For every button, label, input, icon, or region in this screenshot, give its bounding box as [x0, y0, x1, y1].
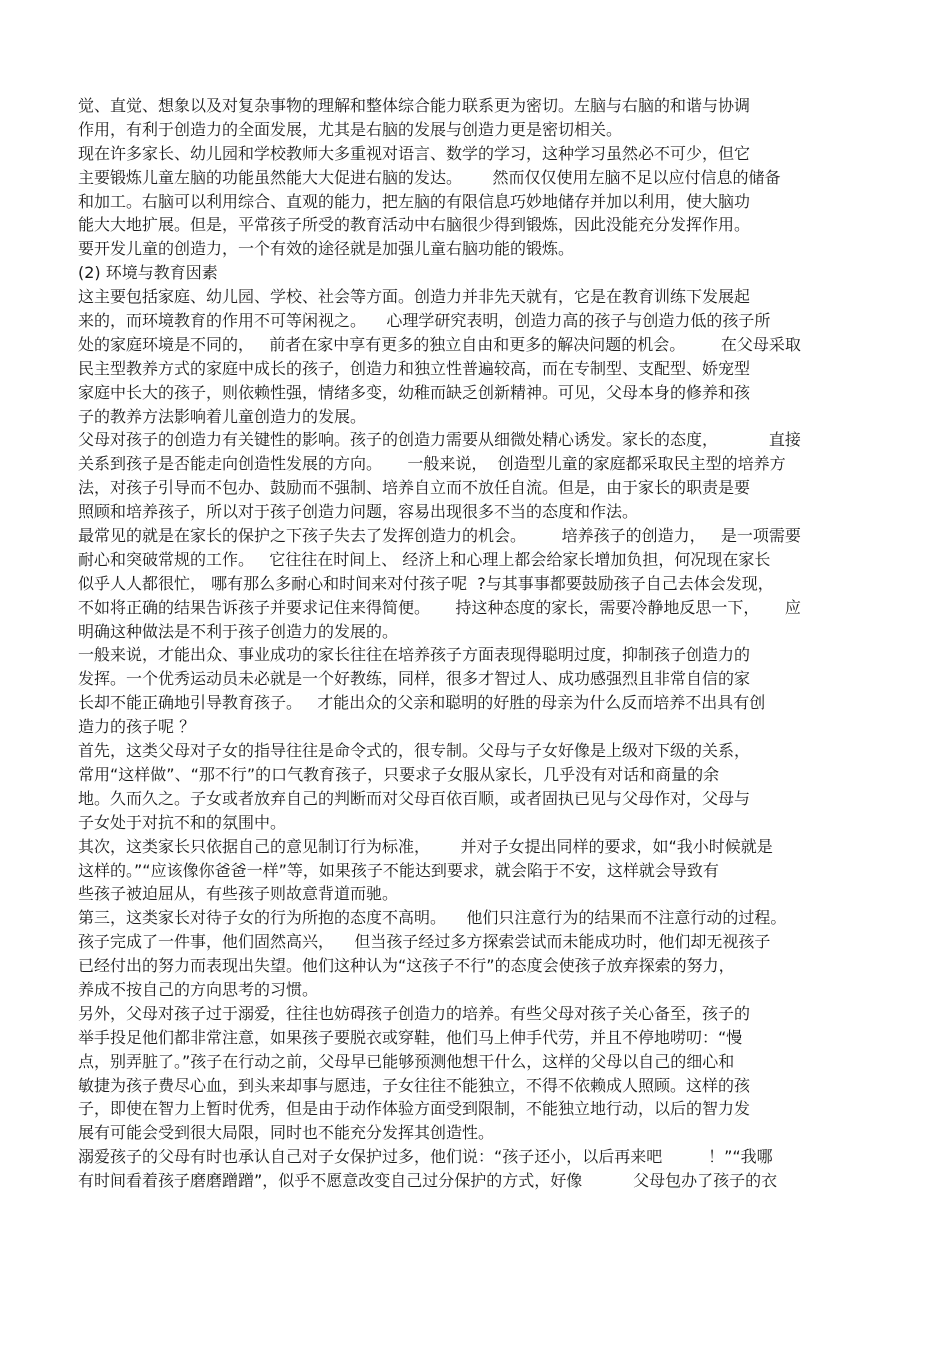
- text-line: 另外，父母对孩子过于溺爱，往往也妨碍孩子创造力的培养。有些父母对孩子关心备至，孩子的: [78, 1003, 751, 1023]
- text-line: 法，对孩子引导而不包办、鼓励而不强制、培养自立而不放任自流。但是，由于家长的职责是要: [78, 478, 751, 498]
- text-line: 这主要包括家庭、幼儿园、学校、社会等方面。创造力并非先天就有，它是在教育训练下发展起: [78, 287, 751, 307]
- text-line: 主要锻炼儿童左脑的功能虽然能大大促进右脑的发达。 然而仅仅使用左脑不足以应付信息的储备: [78, 167, 781, 187]
- text-line: 似乎人人都很忙， 哪有那么多耐心和时间来对付孩子呢 ?与其事事都要鼓励孩子自己去体会发现，: [78, 573, 774, 593]
- text-line: 一般来说，才能出众、事业成功的家长往往在培养孩子方面表现得聪明过度，抑制孩子创造力的: [78, 645, 751, 665]
- text-line: 民主型教养方式的家庭中成长的孩子，创造力和独立性普遍较高，而在专制型、支配型、娇宠型: [78, 358, 751, 378]
- text-line: 子，即使在智力上暂时优秀，但是由于动作体验方面受到限制，不能独立地行动，以后的智力发: [78, 1099, 751, 1119]
- text-line: 来的，而环境教育的作用不可等闲视之。 心理学研究表明，创造力高的孩子与创造力低的孩子所: [78, 311, 771, 331]
- text-line: 照顾和培养孩子，所以对于孩子创造力问题，容易出现很多不当的态度和作法。: [78, 502, 639, 522]
- text-line: 点，别弄脏了。”孩子在行动之前，父母早已能够预测他想干什么，这样的父母以自己的细心和: [78, 1051, 735, 1071]
- text-line: 子的教养方法影响着儿童创造力的发展。: [78, 406, 367, 426]
- text-line: 首先，这类父母对子女的指导往往是命令式的，很专制。父母与子女好像是上级对下级的关系，: [78, 741, 751, 761]
- text-line: 孩子完成了一件事，他们固然高兴， 但当孩子经过多方探索尝试而未能成功时，他们却无视孩子: [78, 932, 771, 952]
- text-line: 第三，这类家长对待子女的行为所抱的态度不高明。 他们只注意行为的结果而不注意行动的过程。: [78, 908, 787, 928]
- text-line: 作用，有利于创造力的全面发展，尤其是右脑的发展与创造力更是密切相关。: [78, 119, 623, 139]
- text-line: 其次，这类家长只依据自己的意见制订行为标准， 并对子女提出同样的要求，如“我小时候就是: [78, 836, 773, 856]
- text-line: 处的家庭环境是不同的， 前者在家中享有更多的独立自由和更多的解决问题的机会。 在父母采取: [78, 334, 801, 354]
- text-line: 些孩子被迫屈从，有些孩子则故意背道而驰。: [78, 884, 399, 904]
- body-text: [78, 94, 878, 1193]
- text-line: 有时间看着孩子磨磨蹭蹭”，似乎不愿意改变自己过分保护的方式，好像 父母包办了孩子的衣: [78, 1171, 778, 1191]
- text-line: 和加工。右脑可以利用综合、直观的能力，把左脑的有限信息巧妙地储存并加以利用，使大脑功: [78, 191, 751, 211]
- text-line: 耐心和突破常规的工作。 它往往在时间上、 经济上和心理上都会给家长增加负担，何况现在家长: [78, 549, 771, 569]
- text-line: 现在许多家长、幼儿园和学校教师大多重视对语言、数学的学习，这种学习虽然必不可少，但它: [78, 143, 751, 163]
- text-line: (2) 环境与教育因素: [78, 263, 218, 283]
- text-line: 已经付出的努力而表现出失望。他们这种认为“这孩子不行”的态度会使孩子放弃探索的努力，: [78, 956, 735, 976]
- text-line: 溺爱孩子的父母有时也承认自己对子女保护过多，他们说：“孩子还小，以后再来吧 ！”“我哪: [78, 1147, 773, 1167]
- text-line: 造力的孩子呢 ？: [78, 717, 196, 737]
- text-line: 父母对孩子的创造力有关键性的影响。孩子的创造力需要从细微处精心诱发。家长的态度， 直接: [78, 430, 801, 450]
- text-line: 地。久而久之。子女或者放弃自己的判断而对父母百依百顺，或者固执已见与父母作对，父母与: [78, 788, 751, 808]
- text-line: 关系到孩子是否能走向创造性发展的方向。 一般来说， 创造型儿童的家庭都采取民主型的培养方: [78, 454, 786, 474]
- text-line: 明确这种做法是不利于孩子创造力的发展的。: [78, 621, 399, 641]
- text-line: 不如将正确的结果告诉孩子并要求记住来得简便。 持这种态度的家长，需要冷静地反思一下， 应: [78, 597, 801, 617]
- text-line: 长却不能正确地引导教育孩子。 才能出众的父亲和聪明的好胜的母亲为什么反而培养不出具有创: [78, 693, 766, 713]
- text-line: 敏捷为孩子费尽心血，到头来却事与愿违，子女往往不能独立，不得不依赖成人照顾。这样的孩: [78, 1075, 751, 1095]
- text-line: 能大大地扩展。但是，平常孩子所受的教育活动中右脑很少得到锻炼，因此没能充分发挥作用。: [78, 215, 751, 235]
- text-line: 觉、直觉、想象以及对复杂事物的理解和整体综合能力联系更为密切。左脑与右脑的和谐与协调: [78, 96, 751, 115]
- text-line: 子女处于对抗不和的氛围中。: [78, 812, 287, 832]
- text-line: 养成不按自己的方向思考的习惯。: [78, 979, 319, 999]
- text-line: 常用“这样做”、“那不行”的口气教育孩子，只要求子女服从家长，几乎没有对话和商量的余: [78, 764, 720, 784]
- text-line: 家庭中长大的孩子，则依赖性强，情绪多变，幼稚而缺乏创新精神。可见，父母本身的修养和孩: [78, 382, 751, 402]
- text-line: 举手投足他们都非常注意，如果孩子要脱衣或穿鞋，他们马上伸手代劳，并且不停地唠叨：“慢: [78, 1027, 743, 1047]
- text-line: 展有可能会受到很大局限，同时也不能充分发挥其创造性。: [78, 1123, 495, 1143]
- text-line: 要开发儿童的创造力，一个有效的途径就是加强儿童右脑功能的锻炼。: [78, 239, 575, 259]
- text-line: 这样的。”“应该像你爸爸一样”等，如果孩子不能达到要求，就会陷于不安，这样就会导致有: [78, 860, 719, 880]
- text-line: 发挥。一个优秀运动员未必就是一个好教练，同样，很多才智过人、成功感强烈且非常自信的家: [78, 669, 751, 689]
- text-line: 最常见的就是在家长的保护之下孩子失去了发挥创造力的机会。 培养孩子的创造力， 是一项需要: [78, 526, 801, 546]
